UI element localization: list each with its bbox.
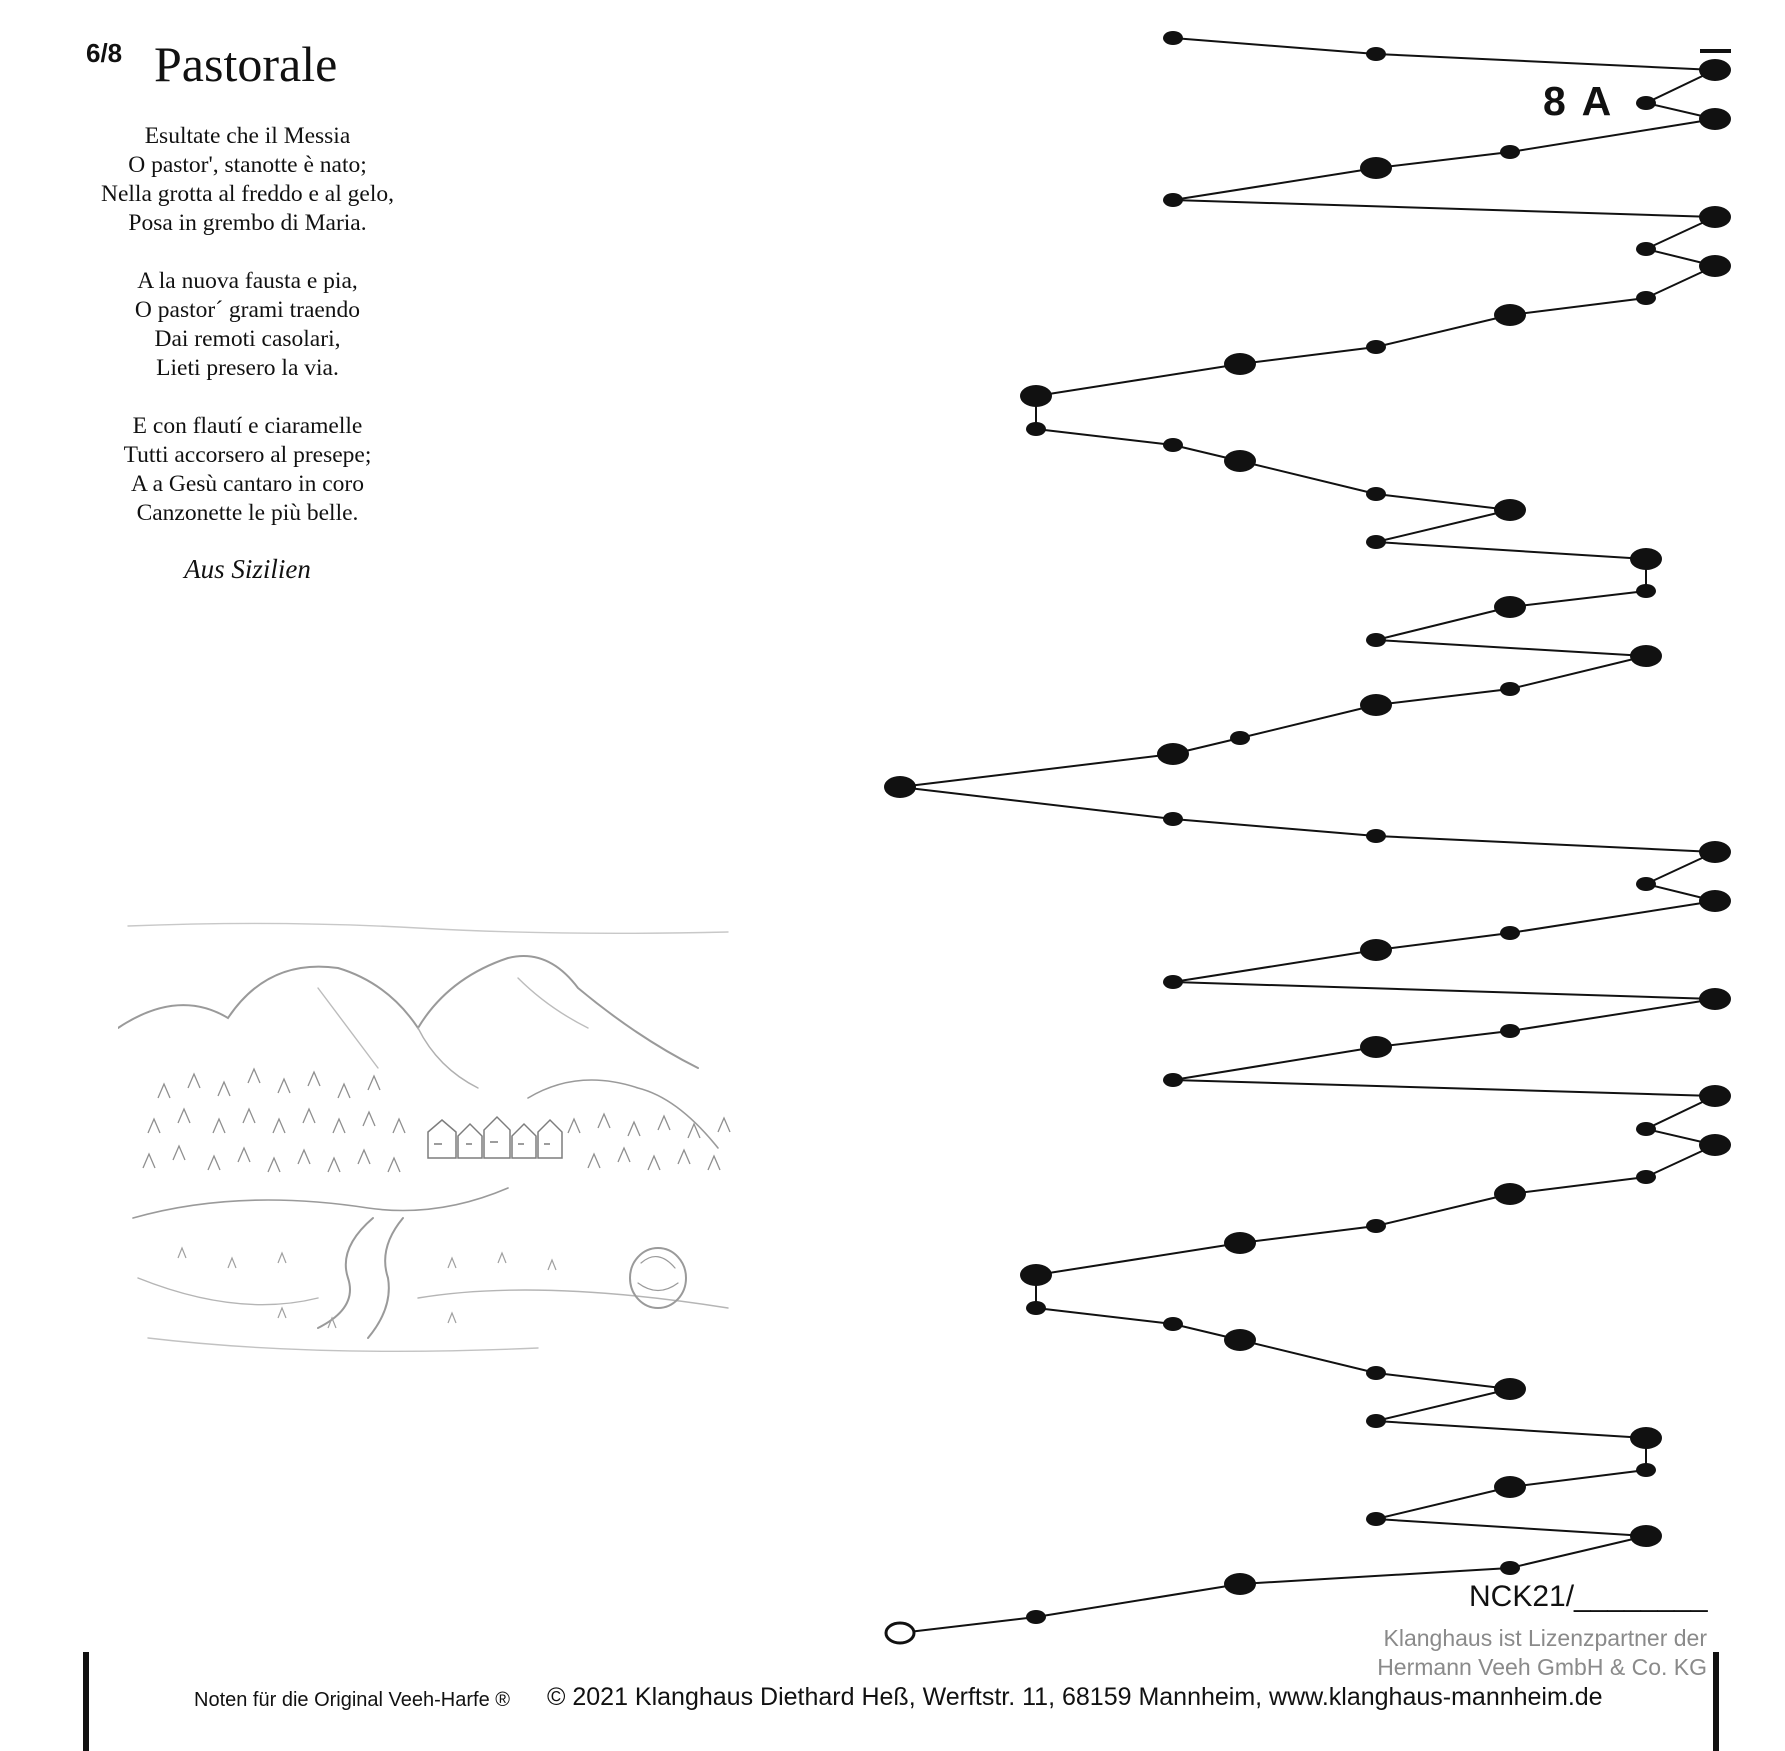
note-connector: [1173, 1047, 1376, 1080]
short-note-dot: [1163, 31, 1183, 45]
short-note-dot: [1026, 1610, 1046, 1624]
long-note-dot: [1699, 1085, 1731, 1107]
long-note-dot: [1360, 157, 1392, 179]
time-signature: 6/8: [86, 38, 123, 68]
start-note-icon: [886, 1623, 914, 1643]
note-connector: [1510, 298, 1646, 315]
long-note-dot: [1630, 645, 1662, 667]
long-note-dot: [1699, 206, 1731, 228]
note-connector: [1376, 1389, 1510, 1421]
short-note-dot: [1500, 145, 1520, 159]
short-note-dot: [1230, 731, 1250, 745]
lyric-line: E con flautí e ciaramelle: [132, 413, 363, 439]
note-connector: [1173, 168, 1376, 200]
short-note-dot: [1366, 1512, 1386, 1526]
note-connector: [1510, 1536, 1646, 1568]
short-note-dot: [1163, 193, 1183, 207]
long-note-dot: [1699, 108, 1731, 130]
long-note-dot: [1224, 1329, 1256, 1351]
note-connector: [1036, 429, 1173, 445]
short-note-dot: [1636, 584, 1656, 598]
note-connector: [1240, 347, 1376, 364]
key-label: 8 A: [1543, 78, 1615, 124]
note-connector: [1510, 1470, 1646, 1487]
short-note-dot: [1366, 633, 1386, 647]
long-note-dot: [1630, 1525, 1662, 1547]
lyric-line: Canzonette le più belle.: [136, 500, 359, 526]
short-note-dot: [1636, 1122, 1656, 1136]
short-note-dot: [1026, 422, 1046, 436]
note-connector: [1240, 705, 1376, 738]
note-connector: [1376, 1421, 1646, 1438]
long-note-dot: [884, 776, 916, 798]
note-connector: [1173, 982, 1715, 999]
long-note-dot: [1494, 1183, 1526, 1205]
short-note-dot: [1366, 1414, 1386, 1428]
short-note-dot: [1163, 1073, 1183, 1087]
note-connector: [1376, 933, 1510, 950]
lyric-line: Lieti presero la via.: [156, 355, 339, 381]
license-notice: [1377, 1624, 1707, 1682]
lyric-line: Esultate che il Messia: [144, 123, 351, 149]
lyric-line: O pastor', stanotte è nato;: [128, 152, 367, 178]
short-note-dot: [1636, 291, 1656, 305]
repeat-mark: [1700, 49, 1731, 53]
note-connector: [1376, 542, 1646, 559]
long-note-dot: [1630, 548, 1662, 570]
long-note-dot: [1360, 939, 1392, 961]
note-connector: [1376, 1194, 1510, 1226]
note-connector: [1036, 1584, 1240, 1617]
long-note-dot: [1699, 988, 1731, 1010]
note-connector: [1173, 38, 1376, 54]
short-note-dot: [1163, 1317, 1183, 1331]
note-connector: [1510, 656, 1646, 689]
long-note-dot: [1699, 255, 1731, 277]
long-note-dot: [1699, 1134, 1731, 1156]
long-note-dot: [1699, 841, 1731, 863]
note-connector: [1240, 461, 1376, 494]
note-connector: [1376, 510, 1510, 542]
short-note-dot: [1636, 877, 1656, 891]
note-connector: [1376, 689, 1510, 705]
lyric-line: Posa in grembo di Maria.: [128, 210, 367, 236]
note-connector: [1510, 999, 1715, 1031]
note-connector: [1510, 1177, 1646, 1194]
note-connector: [1036, 1243, 1240, 1275]
note-connector: [1036, 1308, 1173, 1324]
long-note-dot: [1020, 1264, 1052, 1286]
lyric-line: Nella grotta al freddo e al gelo,: [101, 181, 394, 207]
short-note-dot: [1500, 926, 1520, 940]
short-note-dot: [1366, 829, 1386, 843]
short-note-dot: [1366, 47, 1386, 61]
note-connector: [1376, 494, 1510, 510]
short-note-dot: [1026, 1301, 1046, 1315]
note-connector: [900, 754, 1173, 787]
long-note-dot: [1224, 1573, 1256, 1595]
note-connector: [1173, 200, 1715, 217]
long-note-dot: [1224, 450, 1256, 472]
long-note-dot: [1360, 1036, 1392, 1058]
note-connector: [1376, 1487, 1510, 1519]
lyric-line: A a Gesù cantaro in coro: [131, 471, 364, 497]
order-number: NCK21/________: [1469, 1580, 1708, 1613]
note-connector: [1376, 152, 1510, 168]
note-connector: [1376, 640, 1646, 656]
long-note-dot: [1020, 385, 1052, 407]
long-note-dot: [1699, 59, 1731, 81]
note-connector: [1376, 1031, 1510, 1047]
note-connector: [1376, 1519, 1646, 1536]
note-connector: [1376, 315, 1510, 347]
lyric-line: Dai remoti casolari,: [154, 326, 341, 352]
long-note-dot: [1224, 1232, 1256, 1254]
note-connector: [1173, 819, 1376, 836]
lyric-line: A la nuova fausta e pia,: [137, 268, 358, 294]
long-note-dot: [1630, 1427, 1662, 1449]
long-note-dot: [1157, 743, 1189, 765]
lyric-line: Tutti accorsero al presepe;: [123, 442, 372, 468]
note-connector: [1036, 364, 1240, 396]
page-margin-bar: [83, 1652, 89, 1751]
note-connector: [1376, 1373, 1510, 1389]
note-connector: [1240, 1226, 1376, 1243]
note-connector: [1376, 54, 1715, 70]
long-note-dot: [1494, 1378, 1526, 1400]
short-note-dot: [1163, 438, 1183, 452]
long-note-dot: [1494, 499, 1526, 521]
license-line: Hermann Veeh GmbH & Co. KG: [1377, 1654, 1707, 1680]
long-note-dot: [1224, 353, 1256, 375]
note-connector: [900, 1617, 1036, 1633]
short-note-dot: [1636, 96, 1656, 110]
short-note-dot: [1163, 812, 1183, 826]
long-note-dot: [1494, 1476, 1526, 1498]
short-note-dot: [1500, 1024, 1520, 1038]
note-connector: [1173, 950, 1376, 982]
song-title: Pastorale: [154, 36, 338, 92]
lyric-line: O pastor´ grami traendo: [134, 297, 361, 323]
short-note-dot: [1366, 1366, 1386, 1380]
short-note-dot: [1636, 1170, 1656, 1184]
short-note-dot: [1366, 1219, 1386, 1233]
note-connector: [900, 787, 1173, 819]
song-origin: Aus Sizilien: [184, 554, 311, 584]
note-connector: [1510, 591, 1646, 607]
note-connector: [1376, 836, 1715, 852]
long-note-dot: [1494, 596, 1526, 618]
short-note-dot: [1500, 1561, 1520, 1575]
note-connector: [1240, 1340, 1376, 1373]
long-note-dot: [1494, 304, 1526, 326]
note-connector: [1510, 901, 1715, 933]
short-note-dot: [1636, 1463, 1656, 1477]
short-note-dot: [1366, 535, 1386, 549]
short-note-dot: [1366, 487, 1386, 501]
short-note-dot: [1500, 682, 1520, 696]
footer-instrument-note: Noten für die Original Veeh-Harfe ®: [194, 1689, 511, 1711]
long-note-dot: [1699, 890, 1731, 912]
long-note-dot: [1360, 694, 1392, 716]
note-connector: [1376, 607, 1510, 640]
note-connector: [1173, 1080, 1715, 1096]
short-note-dot: [1366, 340, 1386, 354]
short-note-dot: [1636, 242, 1656, 256]
page-margin-bar: [1713, 1652, 1719, 1751]
short-note-dot: [1163, 975, 1183, 989]
license-line: Klanghaus ist Lizenzpartner der: [1383, 1625, 1707, 1651]
footer-copyright: © 2021 Klanghaus Diethard Heß, Werftstr. 11, 68159 Mannheim, www.klanghaus-mannheim.de: [547, 1683, 1603, 1711]
